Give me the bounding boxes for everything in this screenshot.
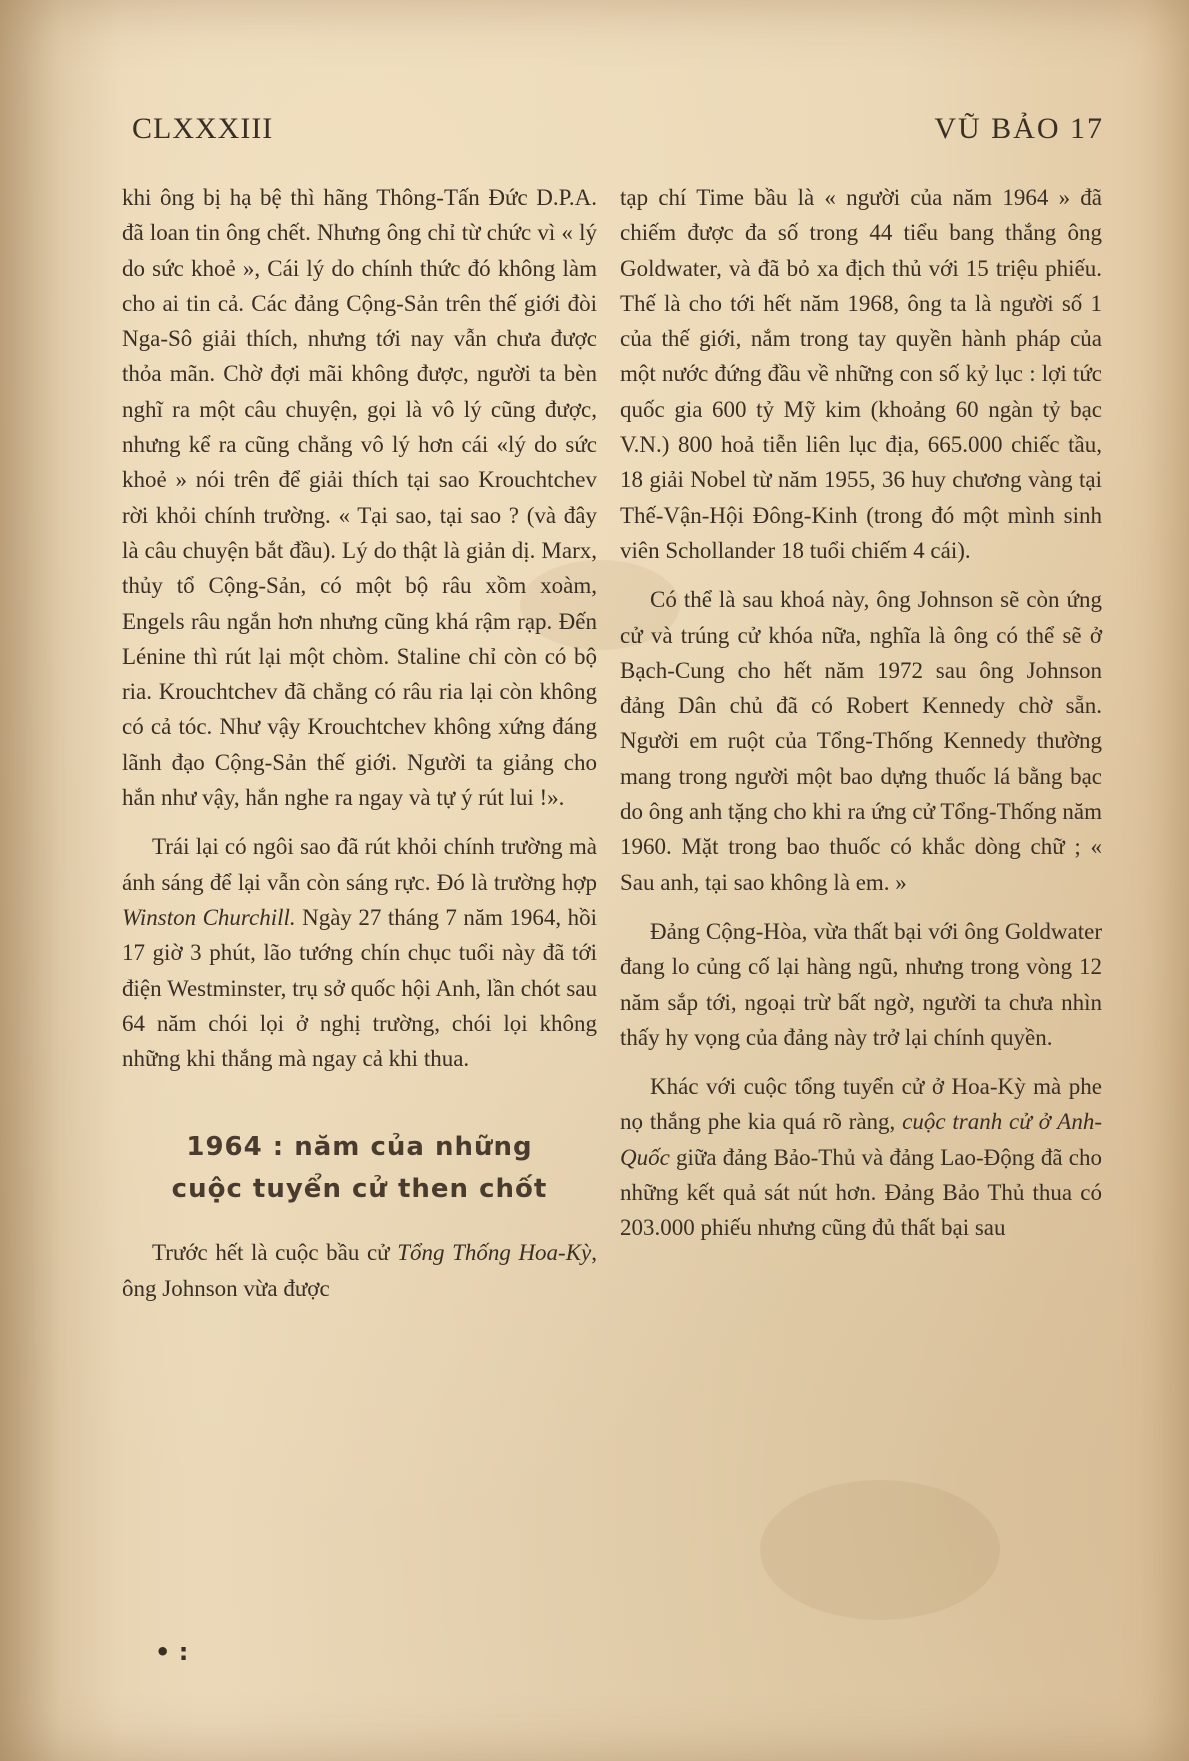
section-title-line-2: cuộc tuyển cử then chốt bbox=[171, 1174, 548, 1205]
us-president-phrase: Tổng Thống Hoa-Kỳ bbox=[397, 1240, 592, 1266]
left-column bbox=[122, 180, 597, 1306]
running-title: VŨ BẢO 17 bbox=[934, 112, 1104, 145]
section-title bbox=[122, 1126, 597, 1210]
left-paragraph-1: khi ông bị hạ bệ thì hãng Thông-Tấn Đức D.P.A. đã loan tin ông chết. Nhưng ông chỉ từ chức vì « lý do sức khoẻ », Cái lý do chính thức đó không làm cho ai tin cả. Các đảng Cộng-Sản trên thế giới đòi Nga-Sô giải thích, nhưng tới nay vẫn chưa được thỏa mãn. Chờ đợi mãi không được, người ta bèn nghĩ ra một câu chuyện, gọi là vô lý cũng được, nhưng kể ra cũng chẳng vô lý hơn cái «lý do sức khoẻ » nói trên để giải thích tại sao Krouchtchev rời khỏi chính trường. « Tại sao, tại sao ? (và đây là câu chuyện bắt đầu). Lý do thật là giản dị. Marx, thủy tổ Cộng-Sản, có một bộ râu xồm xoàm, Engels râu ngắn hơn nhưng cũng khá rậm rạp. Đến Lénine thì rút lại một chòm. Staline chỉ còn có bộ ria. Krouchtchev đã chẳng có râu ria lại còn không có cả tóc. Như vậy Krouchtchev không xứng đáng lãnh đạo Cộng-Sản thế giới. Người ta giảng cho hắn như vậy, hắn nghe ra ngay và tự ý rút lui !». bbox=[122, 185, 597, 811]
right-paragraph-2: Có thể là sau khoá này, ông Johnson sẽ còn ứng cử và trúng cử khóa nữa, nghĩa là ông có thể sẽ ở Bạch-Cung cho hết năm 1972 sau ông Johnson đảng Dân chủ đã có Robert Kennedy chờ sẵn. Người em ruột của Tổng-Thống Kennedy thường mang trong người một bao dựng thuốc lá bằng bạc do ông anh tặng cho khi ra ứng cử Tổng-Thống năm 1960. Mặt trong bao thuốc có khắc dòng chữ ; « Sau anh, tại sao không là em. » bbox=[620, 587, 1102, 895]
page-header bbox=[132, 112, 1104, 152]
page-number-roman: CLXXXIII bbox=[132, 112, 274, 145]
right-paragraph-1: tạp chí Time bầu là « người của năm 1964 » đã chiếm được đa số trong 44 tiểu bang thắng ông Goldwater, và đã bỏ xa địch thủ với 15 triệu phiếu. Thế là cho tới hết năm 1968, ông ta là người số 1 của thế giới, nắm trong tay quyền hành pháp của một nước đứng đầu về những con số kỷ lục : lợi tức quốc gia 600 tỷ Mỹ kim (khoảng 60 ngàn tỷ bạc V.N.) 800 hoả tiễn liên lục địa, 665.000 chiếc tầu, 18 giải Nobel từ năm 1955, 36 huy chương vàng tại Thế-Vận-Hội Đông-Kinh (trong đó một mình sinh viên Schollander 18 tuổi chiếm 4 cái). bbox=[620, 185, 1102, 563]
right-paragraph-3: Đảng Cộng-Hòa, vừa thất bại với ông Goldwater đang lo củng cố lại hàng ngũ, nhưng trong vòng 12 năm sắp tới, ngoại trừ bất ngờ, người ta chưa nhìn thấy hy vọng của đảng này trở lại chính quyền. bbox=[620, 918, 1102, 1050]
right-paragraph-4: Khác với cuộc tổng tuyển cử ở Hoa-Kỳ mà phe nọ thắng phe kia quá rõ ràng, cuộc tranh cử ở Anh-Quốc giữa đảng Bảo-Thủ và đảng Lao-Động đã cho những kết quả sát nút hơn. Đảng Bảo Thủ thua có 203.000 phiếu nhưng cũng đủ thất bại sau bbox=[620, 1074, 1102, 1241]
section-title-line-1: 1964 : năm của những bbox=[186, 1132, 533, 1163]
left-paragraph-2: Trái lại có ngôi sao đã rút khỏi chính trường mà ánh sáng để lại vẫn còn sáng rực. Đó là trường hợp Winston Churchill. Ngày 27 tháng 7 năm 1964, hồi 17 giờ 3 phút, lão tướng chín chục tuổi này đã tới điện Westminster, trụ sở quốc hội Anh, lần chót sau 64 năm chói lọi ở nghị trường, chói lọi không những khi thắng mà ngay cả khi thua. bbox=[122, 834, 597, 1072]
right-column bbox=[620, 180, 1102, 1246]
uk-election-phrase: cuộc tranh cử ở Anh-Quốc bbox=[620, 1109, 1102, 1170]
footer-mark: • : bbox=[155, 1638, 189, 1666]
churchill-name: Winston Churchill. bbox=[122, 904, 296, 930]
left-paragraph-3: Trước hết là cuộc bầu cử Tổng Thống Hoa-Kỳ, ông Johnson vừa được bbox=[122, 1240, 598, 1301]
